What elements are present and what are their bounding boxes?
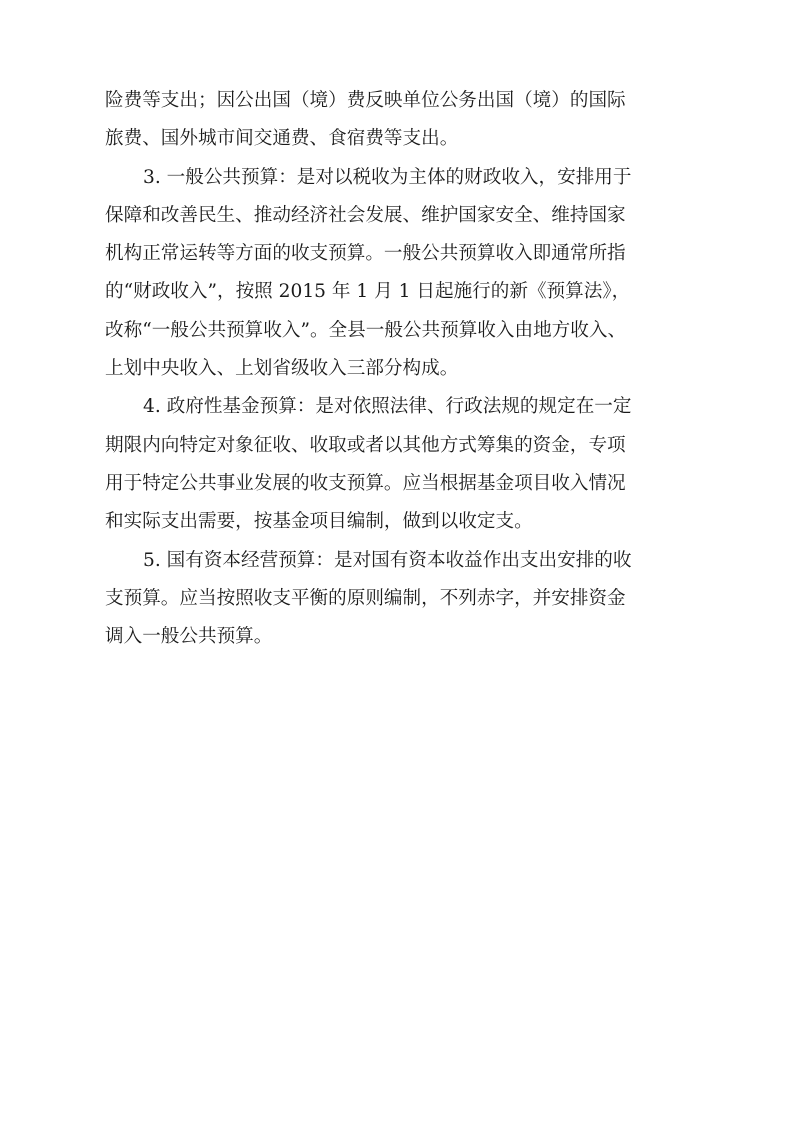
text-line: 调入一般公共预算。 [105, 626, 273, 648]
text-line: 机构正常运转等方面的收支预算。一般公共预算收入即通常所指 [105, 243, 626, 265]
text-line: 用于特定公共事业发展的收支预算。应当根据基金项目收入情况 [105, 472, 626, 494]
paragraph-continuation [105, 82, 689, 159]
text-line: 旅费、国外城市间交通费、食宿费等支出。 [105, 128, 459, 150]
paragraph-item-4 [105, 388, 689, 541]
paragraph-item-3 [105, 159, 689, 389]
text-line: 保障和改善民生、推动经济社会发展、维护国家安全、维持国家 [105, 204, 626, 226]
text-line: 5. 国有资本经营预算：是对国有资本收益作出支出安排的收 [143, 549, 632, 571]
text-line: 险费等支出；因公出国（境）费反映单位公务出国（境）的国际 [105, 90, 626, 111]
text-line: 的“财政收入”，按照 2015 年 1 月 1 日起施行的新《预算法》， [105, 281, 631, 303]
text-line: 和实际支出需要，按基金项目编制，做到以收定支。 [105, 511, 533, 533]
document-body [105, 82, 689, 656]
paragraph-item-5 [105, 542, 689, 657]
text-line: 4. 政府性基金预算：是对依照法律、行政法规的规定在一定 [143, 396, 632, 418]
text-line: 期限内向特定对象征收、收取或者以其他方式筹集的资金，专项 [105, 434, 626, 456]
text-line: 改称“一般公共预算收入”。全县一般公共预算收入由地方收入、 [105, 319, 627, 341]
text-line: 支预算。应当按照收支平衡的原则编制，不列赤字，并安排资金 [105, 587, 626, 609]
text-line: 3. 一般公共预算：是对以税收为主体的财政收入，安排用于 [143, 166, 632, 188]
text-line: 上划中央收入、上划省级收入三部分构成。 [105, 358, 459, 380]
